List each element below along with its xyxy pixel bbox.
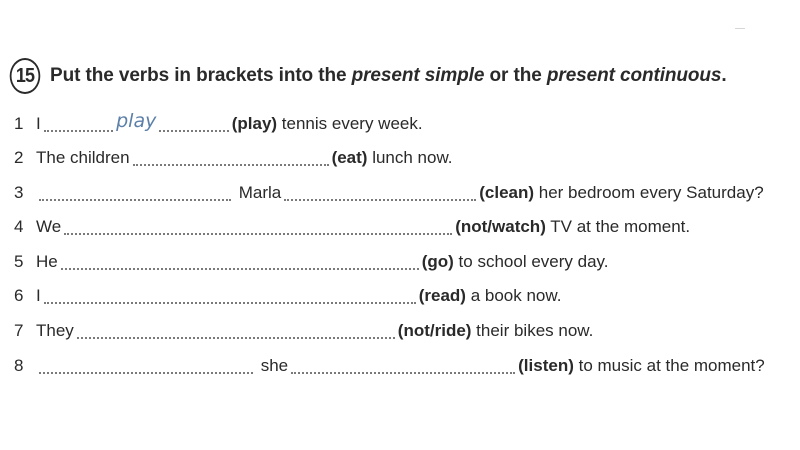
item-number: 3 [14, 183, 24, 202]
instruction-text: Put the verbs in brackets into the [50, 65, 352, 86]
sentence-text: their bikes now. [471, 321, 594, 340]
answer-blank[interactable] [284, 179, 476, 201]
bracket-verb: (not/ride) [397, 321, 472, 340]
bracket-verb: (listen) [518, 356, 574, 375]
bracket-verb: (not/watch) [455, 217, 546, 236]
item-number: 4 [14, 217, 24, 236]
scan-mark [735, 28, 745, 29]
sentence-text: I [36, 286, 41, 305]
bracket-verb: (eat) [331, 148, 368, 167]
exercise-item [14, 250, 608, 274]
exercise-item [14, 181, 764, 205]
sentence-text: The children [36, 148, 130, 167]
bracket-verb: (play) [231, 114, 278, 133]
answer-blank[interactable] [44, 110, 229, 132]
sentence-text: We [36, 217, 62, 236]
item-number: 7 [14, 321, 24, 340]
exercise-header [8, 56, 727, 96]
item-number: 5 [14, 252, 24, 271]
exercise-item [14, 146, 453, 170]
bracket-verb: (clean) [479, 183, 535, 202]
sentence-text: TV at the moment. [545, 217, 691, 236]
answer-blank[interactable] [39, 179, 231, 201]
exercise-number-badge: 15 [10, 58, 41, 94]
item-number: 8 [14, 356, 24, 375]
handwritten-answer: play [116, 110, 157, 132]
sentence-text: He [36, 252, 58, 271]
instruction-emphasis: present continuous [546, 65, 722, 86]
sentence-text: to school every day. [453, 252, 609, 271]
sentence-text: Marla [234, 183, 282, 202]
instruction-text: . [721, 65, 727, 86]
answer-blank[interactable] [64, 213, 452, 235]
item-number: 2 [14, 148, 24, 167]
bracket-verb: (go) [421, 252, 454, 271]
sentence-text: to music at the moment? [573, 356, 765, 375]
exercise-item [14, 112, 423, 136]
sentence-text: I [36, 114, 41, 133]
instruction-text: or the [484, 65, 547, 86]
sentence-text: lunch now. [367, 148, 453, 167]
sentence-text: They [36, 321, 74, 340]
instruction-emphasis: present simple [351, 65, 485, 86]
answer-blank[interactable] [77, 317, 395, 339]
answer-blank[interactable] [133, 144, 329, 166]
item-number: 6 [14, 286, 24, 305]
sentence-text: she [256, 356, 289, 375]
answer-blank[interactable] [44, 282, 416, 304]
answer-blank[interactable] [61, 248, 419, 270]
exercise-item [14, 354, 765, 378]
answer-blank[interactable] [39, 352, 253, 374]
exercise-instruction [50, 65, 727, 87]
sentence-text: her bedroom every Saturday? [534, 183, 764, 202]
answer-blank[interactable] [291, 352, 515, 374]
exercise-item [14, 215, 690, 239]
item-number: 1 [14, 114, 24, 133]
exercise-item [14, 284, 561, 308]
exercise-item [14, 319, 593, 343]
sentence-text: a book now. [465, 286, 562, 305]
bracket-verb: (read) [418, 286, 466, 305]
sentence-text: tennis every week. [277, 114, 423, 133]
